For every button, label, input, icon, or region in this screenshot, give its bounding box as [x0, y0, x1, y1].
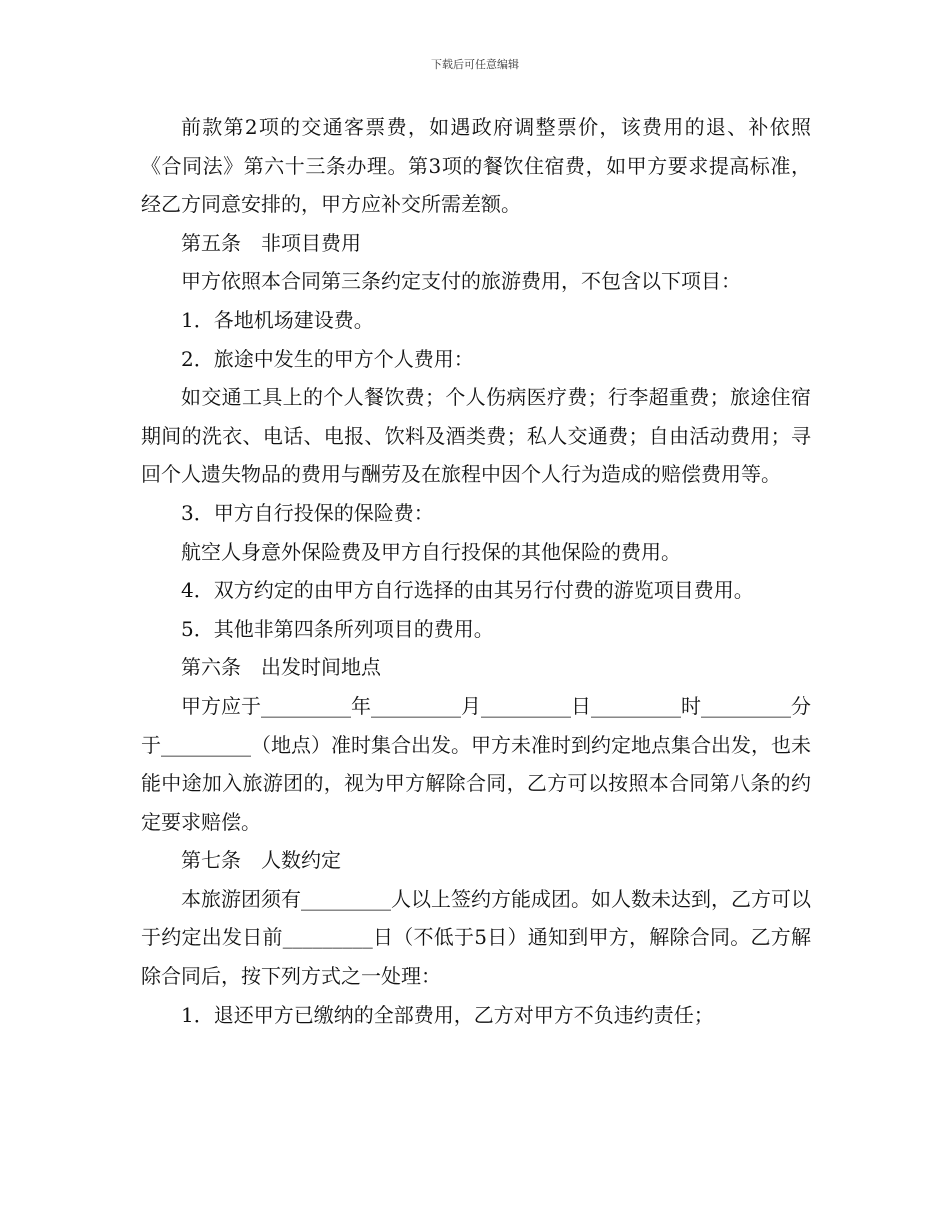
paragraph-personal-expenses-detail: 如交通工具上的个人餐饮费；个人伤病医疗费；行李超重费；旅途住宿期间的洗衣、电话、电报、饮料及酒类费；私人交通费；自由活动费用；寻回个人遗失物品的费用与酬劳及在旅程中因个人行为造成的赔偿费用等。: [141, 385, 811, 487]
list-item-personal-expenses: 2．旅途中发生的甲方个人费用：: [181, 346, 474, 371]
paragraph-fare-adjustment: 前款第2项的交通客票费，如遇政府调整票价，该费用的退、补依照《合同法》第六十三条办理。第3项的餐饮住宿费，如甲方要求提高标准，经乙方同意安排的，甲方应补交所需差额。: [141, 115, 811, 217]
list-item-airport-fee: 1．各地机场建设费。: [181, 307, 374, 332]
list-item-full-refund: 1．退还甲方已缴纳的全部费用，乙方对甲方不负违约责任；: [181, 1002, 714, 1027]
document-body: [141, 108, 811, 1034]
paragraph-group-size: 本旅游团须有_________人以上签约方能成团。如人数未达到，乙方可以于约定出发日前_________日（不低于5日）通知到甲方，解除合同。乙方解除合同后，按下列方式之一处理：: [141, 886, 811, 989]
paragraph-insurance-detail: 航空人身意外保险费及甲方自行投保的其他保险的费用。: [181, 539, 681, 564]
paragraph-excluded-items-intro: 甲方依照本合同第三条约定支付的旅游费用，不包含以下项目：: [181, 269, 741, 294]
article-7-heading: 第七条 人数约定: [181, 848, 341, 873]
article-6-heading: 第六条 出发时间地点: [181, 655, 381, 680]
list-item-other-fees: 5．其他非第四条所列项目的费用。: [181, 616, 494, 641]
list-item-insurance: 3．甲方自行投保的保险费：: [181, 500, 434, 525]
page-header: 下载后可任意编辑: [431, 58, 519, 71]
paragraph-departure-time-place: 甲方应于_________年_________月_________日_________时_________分于_________（地点）准时集合出发。甲方未准时到约定地点集合出发，也未能中途加入旅游团的，视为甲方解除合同，乙方可以按照本合同第八条的约定要求赔偿。: [141, 693, 811, 834]
article-5-heading: 第五条 非项目费用: [181, 230, 361, 255]
list-item-optional-tours: 4．双方约定的由甲方自行选择的由其另行付费的游览项目费用。: [181, 578, 754, 603]
